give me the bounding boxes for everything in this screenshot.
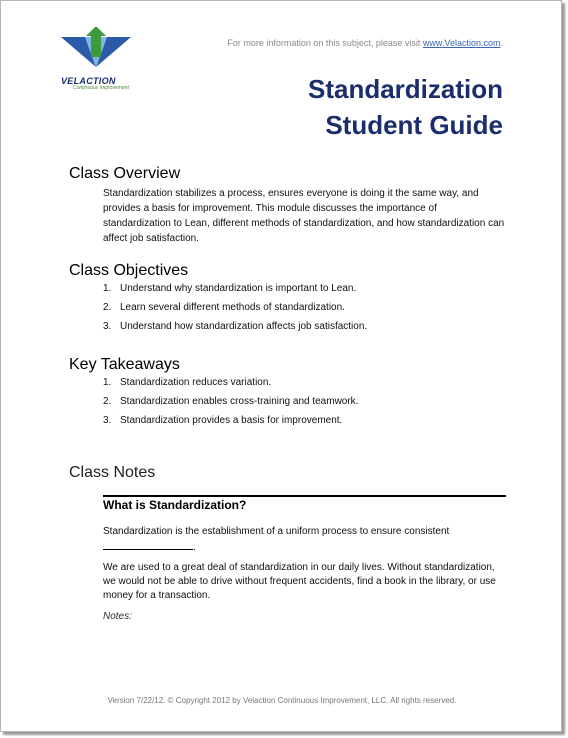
item-number: 3.	[103, 321, 112, 332]
footer-copyright: Version 7/22/12. © Copyright 2012 by Velaction Continuous Improvement, LLC. All rights reserved.	[107, 696, 457, 705]
list-item	[103, 377, 503, 396]
title-line-1: Standardization	[307, 74, 503, 104]
list-item	[103, 321, 503, 340]
item-number: 1.	[103, 377, 112, 388]
overview-text: Standardization stabilizes a process, ensures everyone is doing it the same way, and provides a basis for improvement. This module discusses the importance of standardization to Lean, different methods of standardization, and how standardization can affect job satisfaction.	[103, 188, 505, 244]
item-text: Understand why standardization is important to Lean.	[120, 283, 357, 294]
item-number: 1.	[103, 283, 112, 294]
notes-paragraph-1	[103, 525, 503, 555]
info-suffix: .	[500, 38, 503, 48]
item-number: 3.	[103, 415, 112, 426]
info-prefix: For more information on this subject, please visit	[227, 38, 423, 48]
takeaways-list	[103, 377, 503, 434]
objectives-heading: Class Objectives	[69, 262, 189, 279]
list-item	[103, 302, 503, 321]
fill-in-blank[interactable]	[103, 539, 193, 550]
title-line-2: Student Guide	[325, 110, 503, 140]
notes-paragraph-1-end: .	[193, 542, 196, 553]
overview-heading: Class Overview	[69, 165, 181, 182]
item-number: 2.	[103, 302, 112, 313]
item-text: Standardization reduces variation.	[120, 377, 272, 388]
notes-label: Notes:	[103, 611, 132, 622]
list-item	[103, 283, 503, 302]
item-text: Standardization enables cross-training and teamwork.	[120, 396, 359, 407]
objectives-list	[103, 283, 503, 340]
notes-subheading: What is Standardization?	[103, 498, 247, 512]
list-item	[103, 415, 503, 434]
notes-divider	[103, 495, 506, 497]
logo-wordmark: VELACTION	[61, 76, 116, 86]
notes-heading: Class Notes	[69, 464, 156, 481]
notes-paragraph-1-text: Standardization is the establishment of a uniform process to ensure consistent	[103, 526, 450, 537]
page-title	[308, 71, 503, 143]
takeaways-heading: Key Takeaways	[69, 356, 180, 373]
item-text: Understand how standardization affects job satisfaction.	[120, 321, 368, 332]
info-line	[227, 38, 503, 48]
item-number: 2.	[103, 396, 112, 407]
list-item	[103, 396, 503, 415]
item-text: Learn several different methods of standardization.	[120, 302, 345, 313]
logo-tagline: Continuous Improvement	[73, 85, 129, 91]
item-text: Standardization provides a basis for improvement.	[120, 415, 343, 426]
velaction-link[interactable]: www.Velaction.com	[422, 38, 501, 48]
notes-paragraph-2: We are used to a great deal of standardization in our daily lives. Without standardization, we would not be able to drive without frequent accidents, find a book in the library, or use money for a transaction.	[103, 562, 496, 601]
